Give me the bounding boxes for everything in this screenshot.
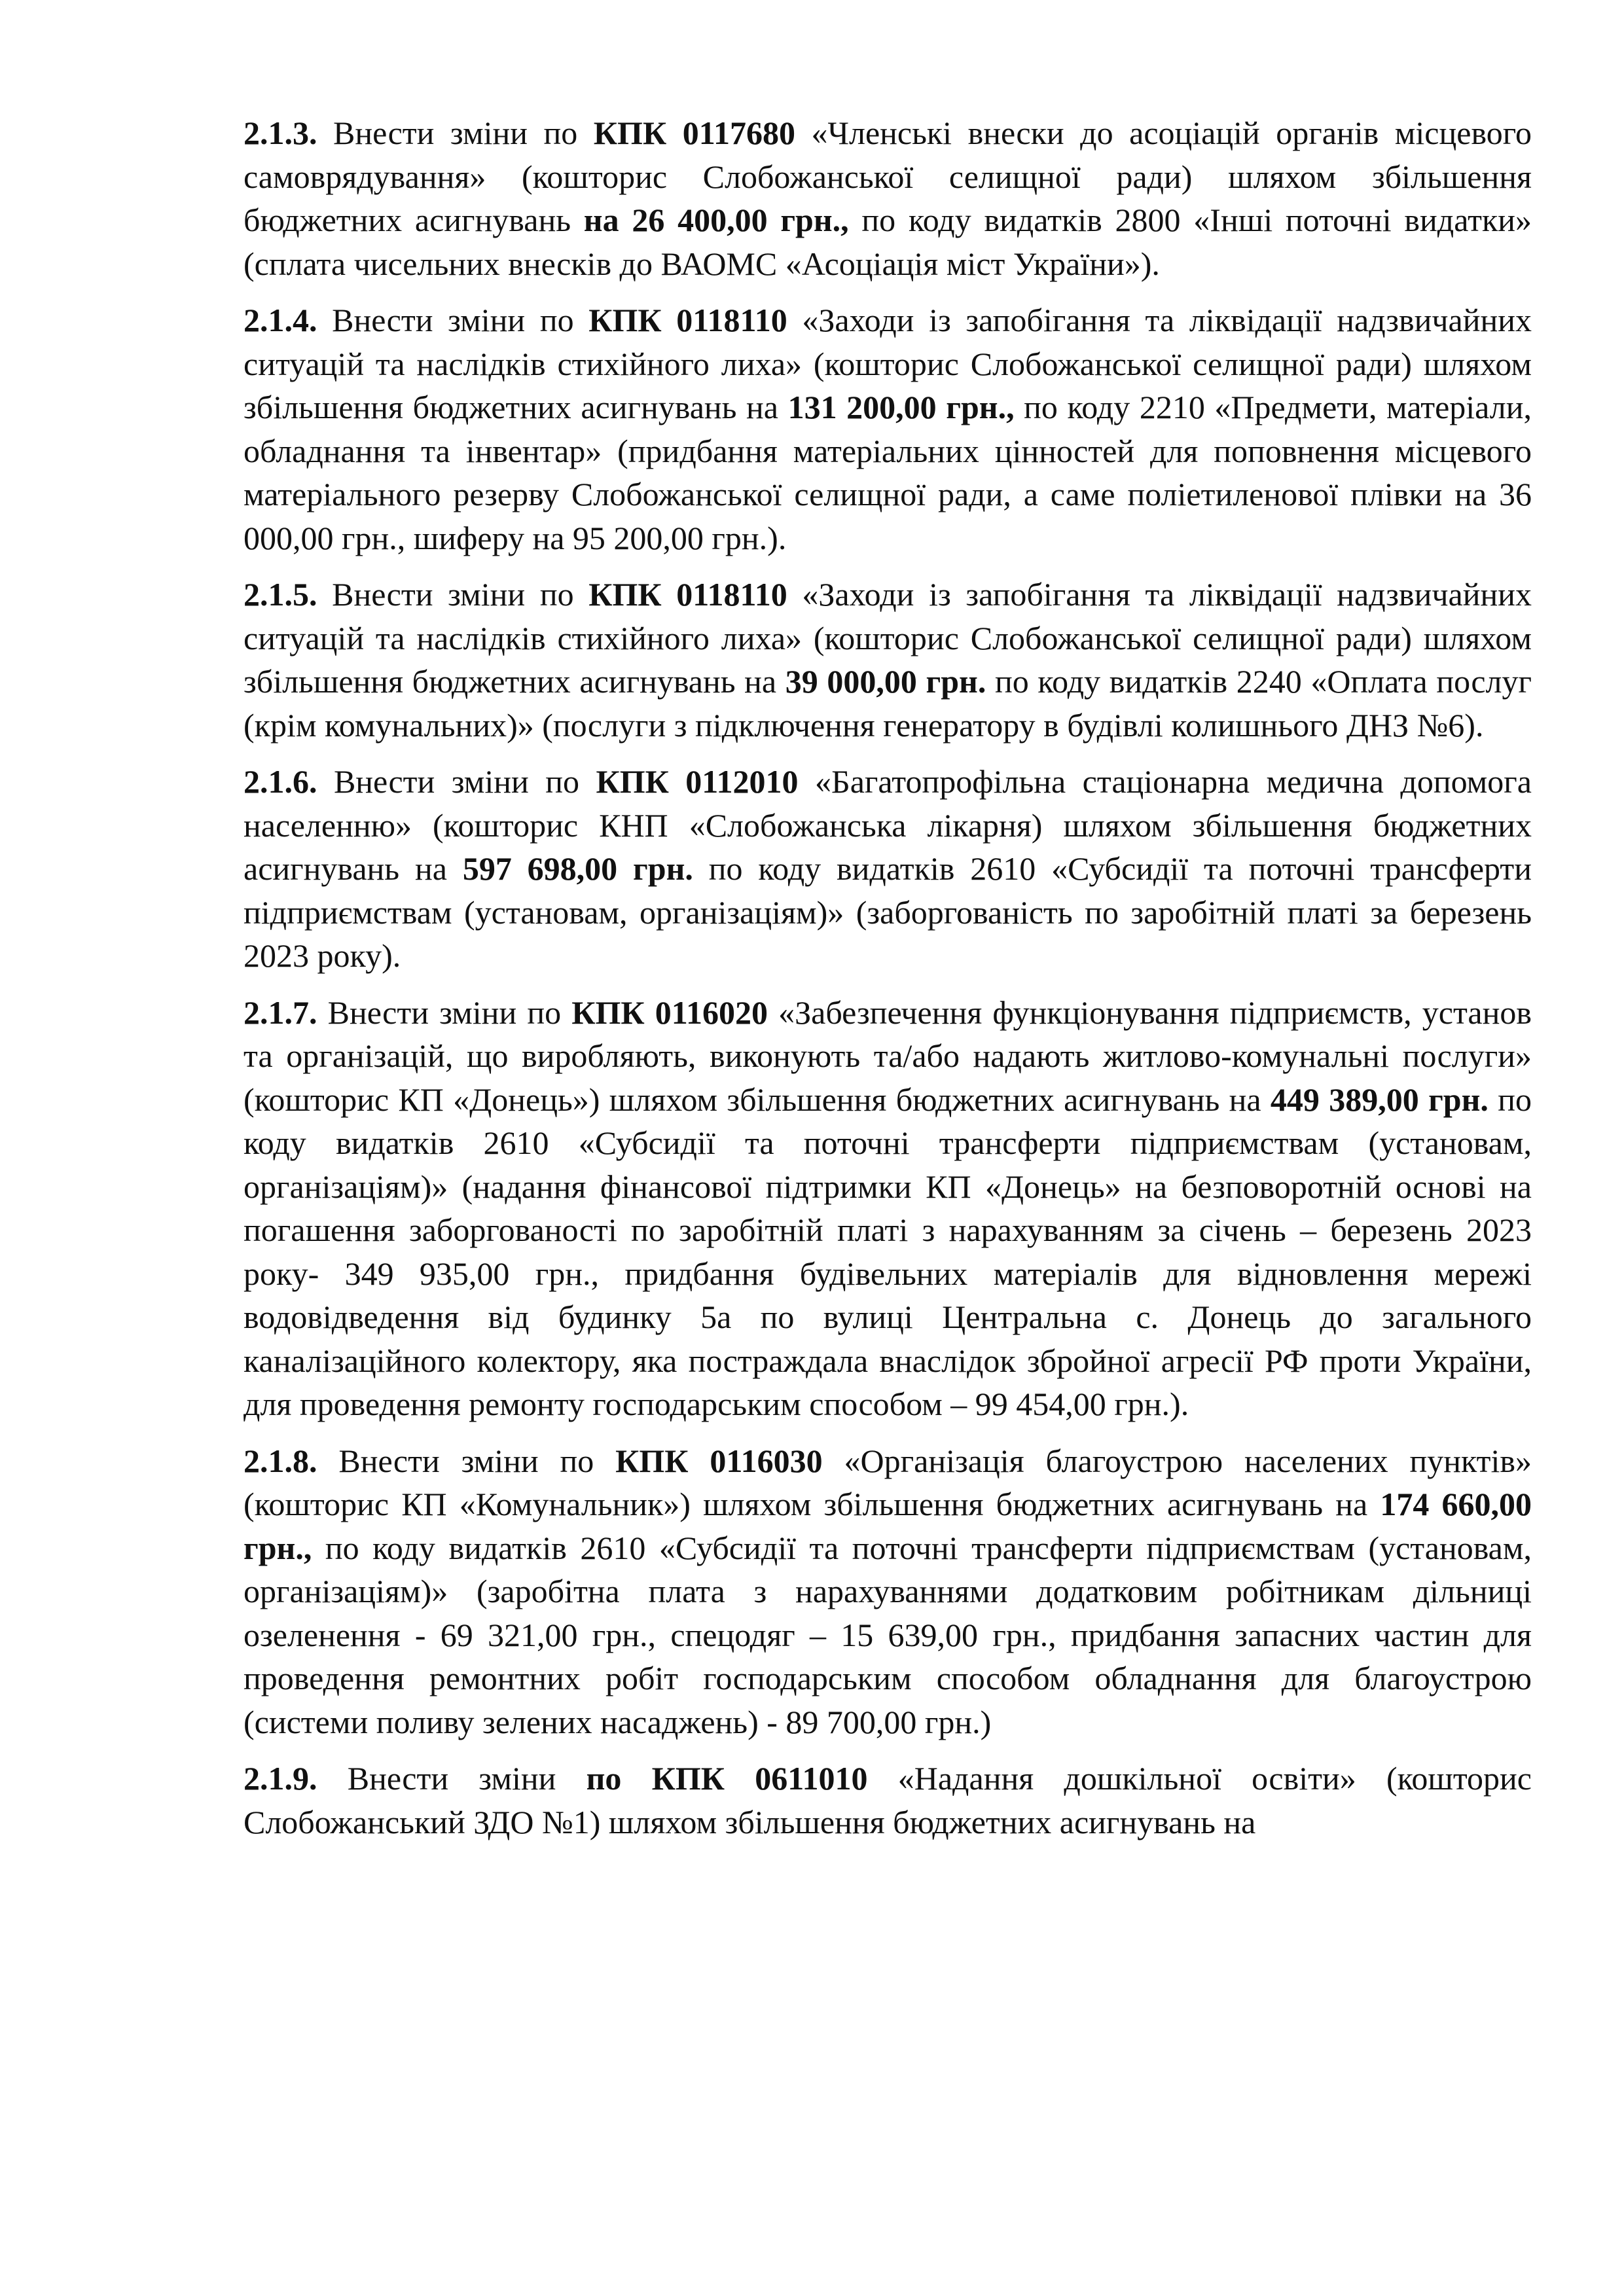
- paragraph-2-1-6: [244, 760, 1532, 978]
- paragraph-text: по коду 2210 «Предмети, матеріали, обладнання та інвентар» (придбання матеріальних цінностей для поповнення місцевого матеріального резерву Слобожанської селищної ради, а саме поліетиленової плівки на 36 000,00 грн., шиферу на 95 200,00 грн.).: [244, 389, 1532, 556]
- amount: на 26 400,00 грн.,: [583, 202, 849, 238]
- amount: 39 000,00 грн.: [785, 663, 986, 700]
- paragraph-number: 2.1.3.: [244, 115, 317, 151]
- paragraph-text: Внести зміни по: [317, 302, 589, 338]
- paragraph-text: «Заходи із запобігання та ліквідації надзвичайних ситуацій та наслідків стихійного лиха» (кошторис Слобожанської селищної ради) шляхом збільшення бюджетних асигнувань на: [244, 302, 1532, 425]
- paragraph-text: «Багатопрофільна стаціонарна медична допомога населенню» (кошторис КНП «Слобожанська лікарня) шляхом збільшення бюджетних асигнувань на: [244, 763, 1532, 887]
- amount: 597 698,00 грн.: [462, 850, 693, 887]
- program-code: КПК 0112010: [596, 763, 799, 800]
- paragraph-2-1-3: [244, 111, 1532, 285]
- paragraph-text: «Заходи із запобігання та ліквідації надзвичайних ситуацій та наслідків стихійного лиха» (кошторис Слобожанської селищної ради) шляхом збільшення бюджетних асигнувань на: [244, 576, 1532, 700]
- paragraph-text: по коду видатків 2610 «Субсидії та поточні трансферти підприємствам (установам, організаціям)» (надання фінансової підтримки КП «Донець» на безповоротній основі на погашення заборгованості по заробітній платі з нарахуванням за січень – березень 2023 року- 349 935,00 грн., придбання будівельних матеріалів для відновлення мережі водовідведення від будинку 5а по вулиці Центральна с. Донець до загального каналізаційного колектору, яка постраждала внаслідок збройної агресії РФ проти України, для проведення ремонту господарським способом – 99 454,00 грн.).: [244, 1081, 1532, 1422]
- paragraph-text: по коду видатків 2800 «Інші поточні видатки» (сплата чисельних внесків до ВАОМС «Асоціація міст України»).: [244, 202, 1532, 282]
- program-code: КПК 0118110: [588, 576, 787, 613]
- paragraph-text: Внести зміни: [317, 1760, 586, 1797]
- document-body: [244, 111, 1532, 1857]
- paragraph-2-1-4: [244, 298, 1532, 560]
- paragraph-text: по коду видатків 2240 «Оплата послуг (крім комунальних)» (послуги з підключення генератору в будівлі колишнього ДНЗ №6).: [244, 663, 1532, 744]
- amount: 449 389,00 грн.: [1270, 1081, 1489, 1118]
- paragraph-text: «Надання дошкільної освіти» (кошторис Слобожанський ЗДО №1) шляхом збільшення бюджетних асигнувань на: [244, 1760, 1532, 1840]
- paragraph-text: «Організація благоустрою населених пунктів» (кошторис КП «Комунальник») шляхом збільшення бюджетних асигнувань на: [244, 1442, 1532, 1522]
- paragraph-2-1-7: [244, 991, 1532, 1426]
- amount: 131 200,00 грн.,: [787, 389, 1015, 425]
- program-code: по КПК 0611010: [586, 1760, 868, 1797]
- paragraph-text: Внести зміни по: [317, 994, 572, 1031]
- amount: 174 660,00 грн.,: [244, 1486, 1532, 1566]
- paragraph-number: 2.1.5.: [244, 576, 317, 613]
- paragraph-number: 2.1.9.: [244, 1760, 317, 1797]
- program-code: КПК 0118110: [588, 302, 787, 338]
- paragraph-2-1-5: [244, 573, 1532, 747]
- paragraph-text: Внести зміни по: [317, 1442, 616, 1479]
- paragraph-text: Внести зміни по: [317, 115, 594, 151]
- paragraph-text: по коду видатків 2610 «Субсидії та поточні трансферти підприємствам (установам, організаціям)» (заборгованість по заробітній платі за березень 2023 року).: [244, 850, 1532, 974]
- paragraph-text: Внести зміни по: [317, 763, 596, 800]
- paragraph-2-1-8: [244, 1439, 1532, 1744]
- paragraph-text: по коду видатків 2610 «Субсидії та поточні трансферти підприємствам (установам, організаціям)» (заробітна плата з нарахуваннями додатковим робітникам дільниці озеленення - 69 321,00 грн., спецодяг – 15 639,00 грн., придбання запасних частин для проведення ремонтних робіт господарським способом обладнання для благоустрою (системи поливу зелених насаджень) - 89 700,00 грн.): [244, 1529, 1532, 1740]
- paragraph-number: 2.1.8.: [244, 1442, 317, 1479]
- paragraph-text: «Забезпечення функціонування підприємств, установ та організацій, що виробляють, виконують та/або надають житлово-комунальні послуги» (кошторис КП «Донець») шляхом збільшення бюджетних асигнувань на: [244, 994, 1532, 1118]
- program-code: КПК 0116030: [615, 1442, 823, 1479]
- paragraph-number: 2.1.7.: [244, 994, 317, 1031]
- paragraph-text: «Членські внески до асоціацій органів місцевого самоврядування» (кошторис Слобожанської селищної ради) шляхом збільшення бюджетних асигнувань: [244, 115, 1532, 238]
- paragraph-text: Внести зміни по: [317, 576, 589, 613]
- paragraph-2-1-9: [244, 1757, 1532, 1844]
- paragraph-number: 2.1.6.: [244, 763, 317, 800]
- program-code: КПК 0116020: [571, 994, 768, 1031]
- program-code: КПК 0117680: [593, 115, 795, 151]
- paragraph-number: 2.1.4.: [244, 302, 317, 338]
